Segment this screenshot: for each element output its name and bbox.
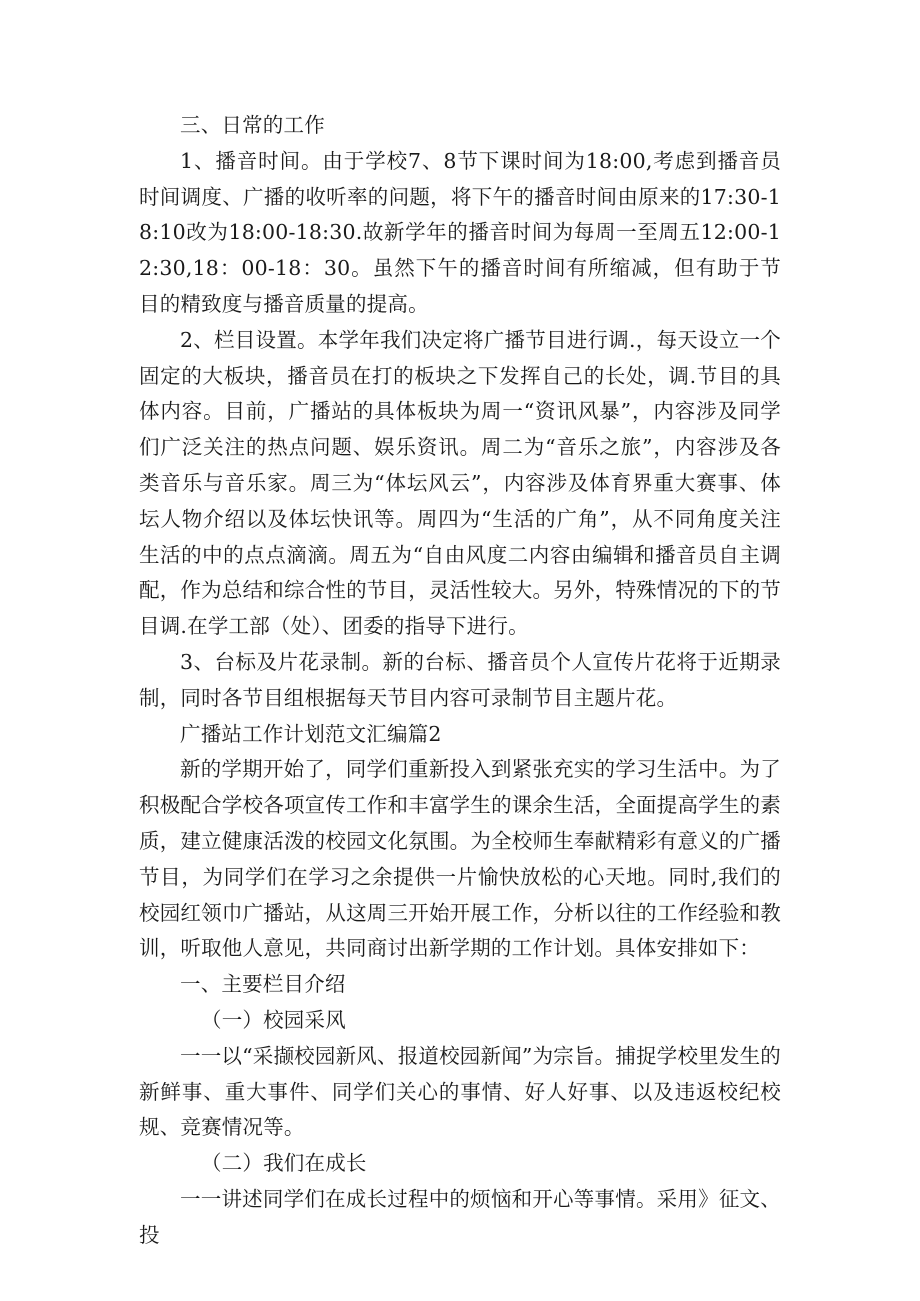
- subsection-title-growing-up: （二）我们在成长: [201, 1151, 367, 1176]
- subsection-title-campus-news: （一）校园采风: [201, 1007, 346, 1032]
- paragraph-column-setup: 2、栏目设置。本学年我们决定将广播节目进行调.，每天设立一个固定的大板块，播音员在打的板块之下发挥自己的长处，调.节目的具体内容。目前，广播站的具体板块为周一“资讯风暴”，内容涉及同学们广泛关注的热点问题、娱乐资讯。周二为“音乐之旅”，内容涉及各类音乐与音乐家。周三为“体坛风云”，内容涉及体育界重大赛事、体坛人物介绍以及体坛快讯等。周四为“生活的广角”，从不同角度关注生活的中的点点滴滴。周五为“自由风度二内容由编辑和播音员自主调配，作为总结和综合性的节目，灵活性较大。另外，特殊情况的下的节目调.在学工部（处）、团委的指导下进行。: [139, 327, 781, 639]
- article-2-title: 广播站工作计划范文汇编篇2: [180, 721, 442, 746]
- subsection-body-campus-news: 一一以“采撷校园新风、报道校园新闻”为宗旨。捕捉学校里发生的新鲜事、重大事件、同学们关心的事情、好人好事、以及违返校纪校规、竞赛情况等。: [139, 1043, 781, 1140]
- paragraph-station-logo: 3、台标及片花录制。新的台标、播音员个人宣传片花将于近期录制，同时各节目组根据每天节目内容可录制节目主题片花。: [139, 649, 781, 710]
- document-page: [139, 108, 781, 1254]
- paragraph-broadcast-time: 1、播音时间。由于学校7、8节下课时间为18:00,考虑到播音员时间调度、广播的收听率的问题，将下午的播音时间由原来的17:30-18:10改为18:00-18:30.故新学年的播音时间为每周一至周五12:00-12:30,18：00-18：30。虽然下午的播音时间有所缩减，但有助于节目的精致度与播音质量的提高。: [139, 148, 781, 316]
- section-title-main-columns: 一、主要栏目介绍: [180, 972, 346, 997]
- subsection-body-growing-up: 一一讲述同学们在成长过程中的烦恼和开心等事情。采用》征文、投: [139, 1186, 781, 1247]
- section-title-daily-work: 三、日常的工作: [180, 113, 325, 137]
- paragraph-intro: 新的学期开始了，同学们重新投入到紧张充实的学习生活中。为了积极配合学校各项宣传工作和丰富学生的课余生活，全面提高学生的素质，建立健康活泼的校园文化氛围。为全校师生奉献精彩有意义的广播节目，为同学们在学习之余提供一片愉快放松的心天地。同时,我们的校园红领巾广播站，从这周三开始开展工作，分析以往的工作经验和教训，听取他人意见，共同商讨出新学期的工作计划。具体安排如下：: [139, 757, 781, 961]
